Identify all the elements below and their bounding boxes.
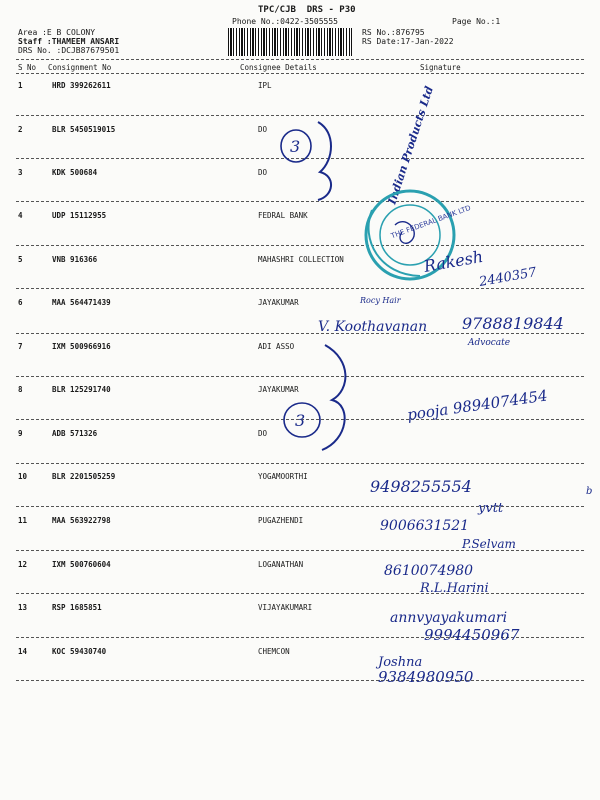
consignee-name: JAYAKUMAR (258, 298, 299, 307)
consignee-name: PUGAZHENDI (258, 516, 304, 525)
row-divider (16, 333, 584, 334)
row-divider (16, 288, 584, 289)
column-header-consignment: Consignment No (48, 63, 112, 72)
row-serial: 4 (18, 211, 23, 220)
table-row (0, 255, 600, 297)
row-divider (16, 593, 584, 594)
note-row-6: Rocy Hair (360, 296, 401, 305)
consignment-number: RSP 1685851 (52, 603, 102, 612)
row-serial: 10 (18, 472, 28, 481)
column-header-sno: S No (18, 63, 37, 72)
phone-row-14: 9384980950 (378, 668, 474, 686)
row-serial: 3 (18, 168, 23, 177)
consignment-number: IXM 500966916 (52, 342, 111, 351)
row-serial: 2 (18, 125, 23, 134)
table-row (0, 385, 600, 427)
consignment-number: BLR 2201505259 (52, 472, 116, 481)
phone-row-11: 9006631521 (380, 518, 470, 534)
row-divider (16, 376, 584, 377)
table-row (0, 342, 600, 384)
consignment-number: VNB 916366 (52, 255, 98, 264)
consignee-name: DO (258, 168, 268, 177)
row-divider (16, 419, 584, 420)
side-mark: b (586, 486, 593, 497)
rs-number: RS No.:876795 (362, 28, 425, 37)
phone-row-10: 9498255554 (370, 477, 472, 496)
area-label: Area :E B COLONY (18, 28, 96, 37)
consignment-number: HRD 399262611 (52, 81, 111, 90)
staff-label: Staff :THAMEEM ANSARI (18, 37, 120, 46)
row-divider (16, 506, 584, 507)
document-title: TPC/CJB DRS - P30 (258, 5, 356, 15)
consignee-name: VIJAYAKUMARI (258, 603, 313, 612)
table-row (0, 211, 600, 253)
table-row (0, 647, 600, 689)
consignment-number: IXM 500760604 (52, 560, 111, 569)
table-row (0, 168, 600, 210)
phone-row-6: 9788819844 (462, 314, 564, 333)
signature-row-13: annvyayakumari (390, 610, 508, 626)
row-divider (16, 245, 584, 246)
company-stamp-text: Indian Products Ltd (385, 84, 436, 206)
row-serial: 13 (18, 603, 28, 612)
row-serial: 8 (18, 385, 23, 394)
circle-number-text: 3 (295, 411, 306, 430)
phone-row-12: 8610074980 (384, 563, 474, 579)
row-serial: 7 (18, 342, 23, 351)
signature-row-12: R.L.Harini (420, 581, 489, 596)
consignee-name: IPL (258, 81, 272, 90)
rs-date: RS Date:17-Jan-2022 (362, 37, 454, 46)
signature-row-10: yvtt (478, 501, 504, 516)
table-row (0, 560, 600, 602)
consignee-name: MAHASHRI COLLECTION (258, 255, 344, 264)
row-serial: 6 (18, 298, 23, 307)
row-divider (16, 463, 584, 464)
consignee-name: LOGANATHAN (258, 560, 304, 569)
consignment-number: MAA 563922798 (52, 516, 111, 525)
row-serial: 12 (18, 560, 28, 569)
row-serial: 9 (18, 429, 23, 438)
page-number: Page No.:1 (452, 17, 501, 26)
bank-stamp-text: THE FEDERAL BANK LTD (390, 203, 472, 241)
consignment-number: KOC 59430740 (52, 647, 107, 656)
consignment-number: ADB 571326 (52, 429, 98, 438)
row-divider (16, 637, 584, 638)
consignee-name: DO (258, 125, 268, 134)
table-row (0, 125, 600, 167)
table-row (0, 429, 600, 471)
divider (16, 73, 584, 74)
consignee-name: YOGAMOORTHI (258, 472, 308, 481)
divider (16, 59, 584, 60)
row-divider (16, 158, 584, 159)
consignment-number: MAA 564471439 (52, 298, 111, 307)
circle-number-text: 3 (290, 137, 301, 156)
table-row (0, 81, 600, 123)
consignment-number: KDK 500684 (52, 168, 98, 177)
drs-number: DRS No. :DCJB87679501 (18, 46, 120, 55)
signature-row-5-number: 2440357 (478, 265, 538, 290)
row-divider (16, 680, 584, 681)
title-row-6: Advocate (468, 338, 511, 348)
consignee-name: CHEMCON (258, 647, 290, 656)
phone-number: Phone No.:0422-3505555 (232, 17, 338, 26)
consignee-name: FEDRAL BANK (258, 211, 308, 220)
signature-row-11: P.Selvam (462, 537, 516, 551)
consignee-name: ADI ASSO (258, 342, 295, 351)
table-row (0, 472, 600, 514)
table-row (0, 516, 600, 558)
barcode (228, 28, 352, 56)
column-header-signature: Signature (420, 63, 461, 72)
row-divider (16, 201, 584, 202)
row-serial: 11 (18, 516, 28, 525)
signature-row-8: pooja 9894074454 (406, 386, 549, 424)
consignment-number: UDP 15112955 (52, 211, 107, 220)
row-serial: 14 (18, 647, 28, 656)
row-divider (16, 550, 584, 551)
table-row (0, 603, 600, 645)
signature-row-14: Joshna (378, 655, 423, 670)
consignment-number: BLR 125291740 (52, 385, 111, 394)
row-serial: 5 (18, 255, 23, 264)
consignment-number: BLR 5450519015 (52, 125, 116, 134)
phone-row-13: 9994450967 (424, 626, 520, 644)
consignee-name: JAYAKUMAR (258, 385, 299, 394)
signature-row-5: Rakesh (422, 246, 485, 276)
signature-row-6: V. Koothavanan (318, 319, 428, 335)
column-header-consignee: Consignee Details (240, 63, 317, 72)
consignee-name: DO (258, 429, 268, 438)
row-divider (16, 115, 584, 116)
row-serial: 1 (18, 81, 23, 90)
